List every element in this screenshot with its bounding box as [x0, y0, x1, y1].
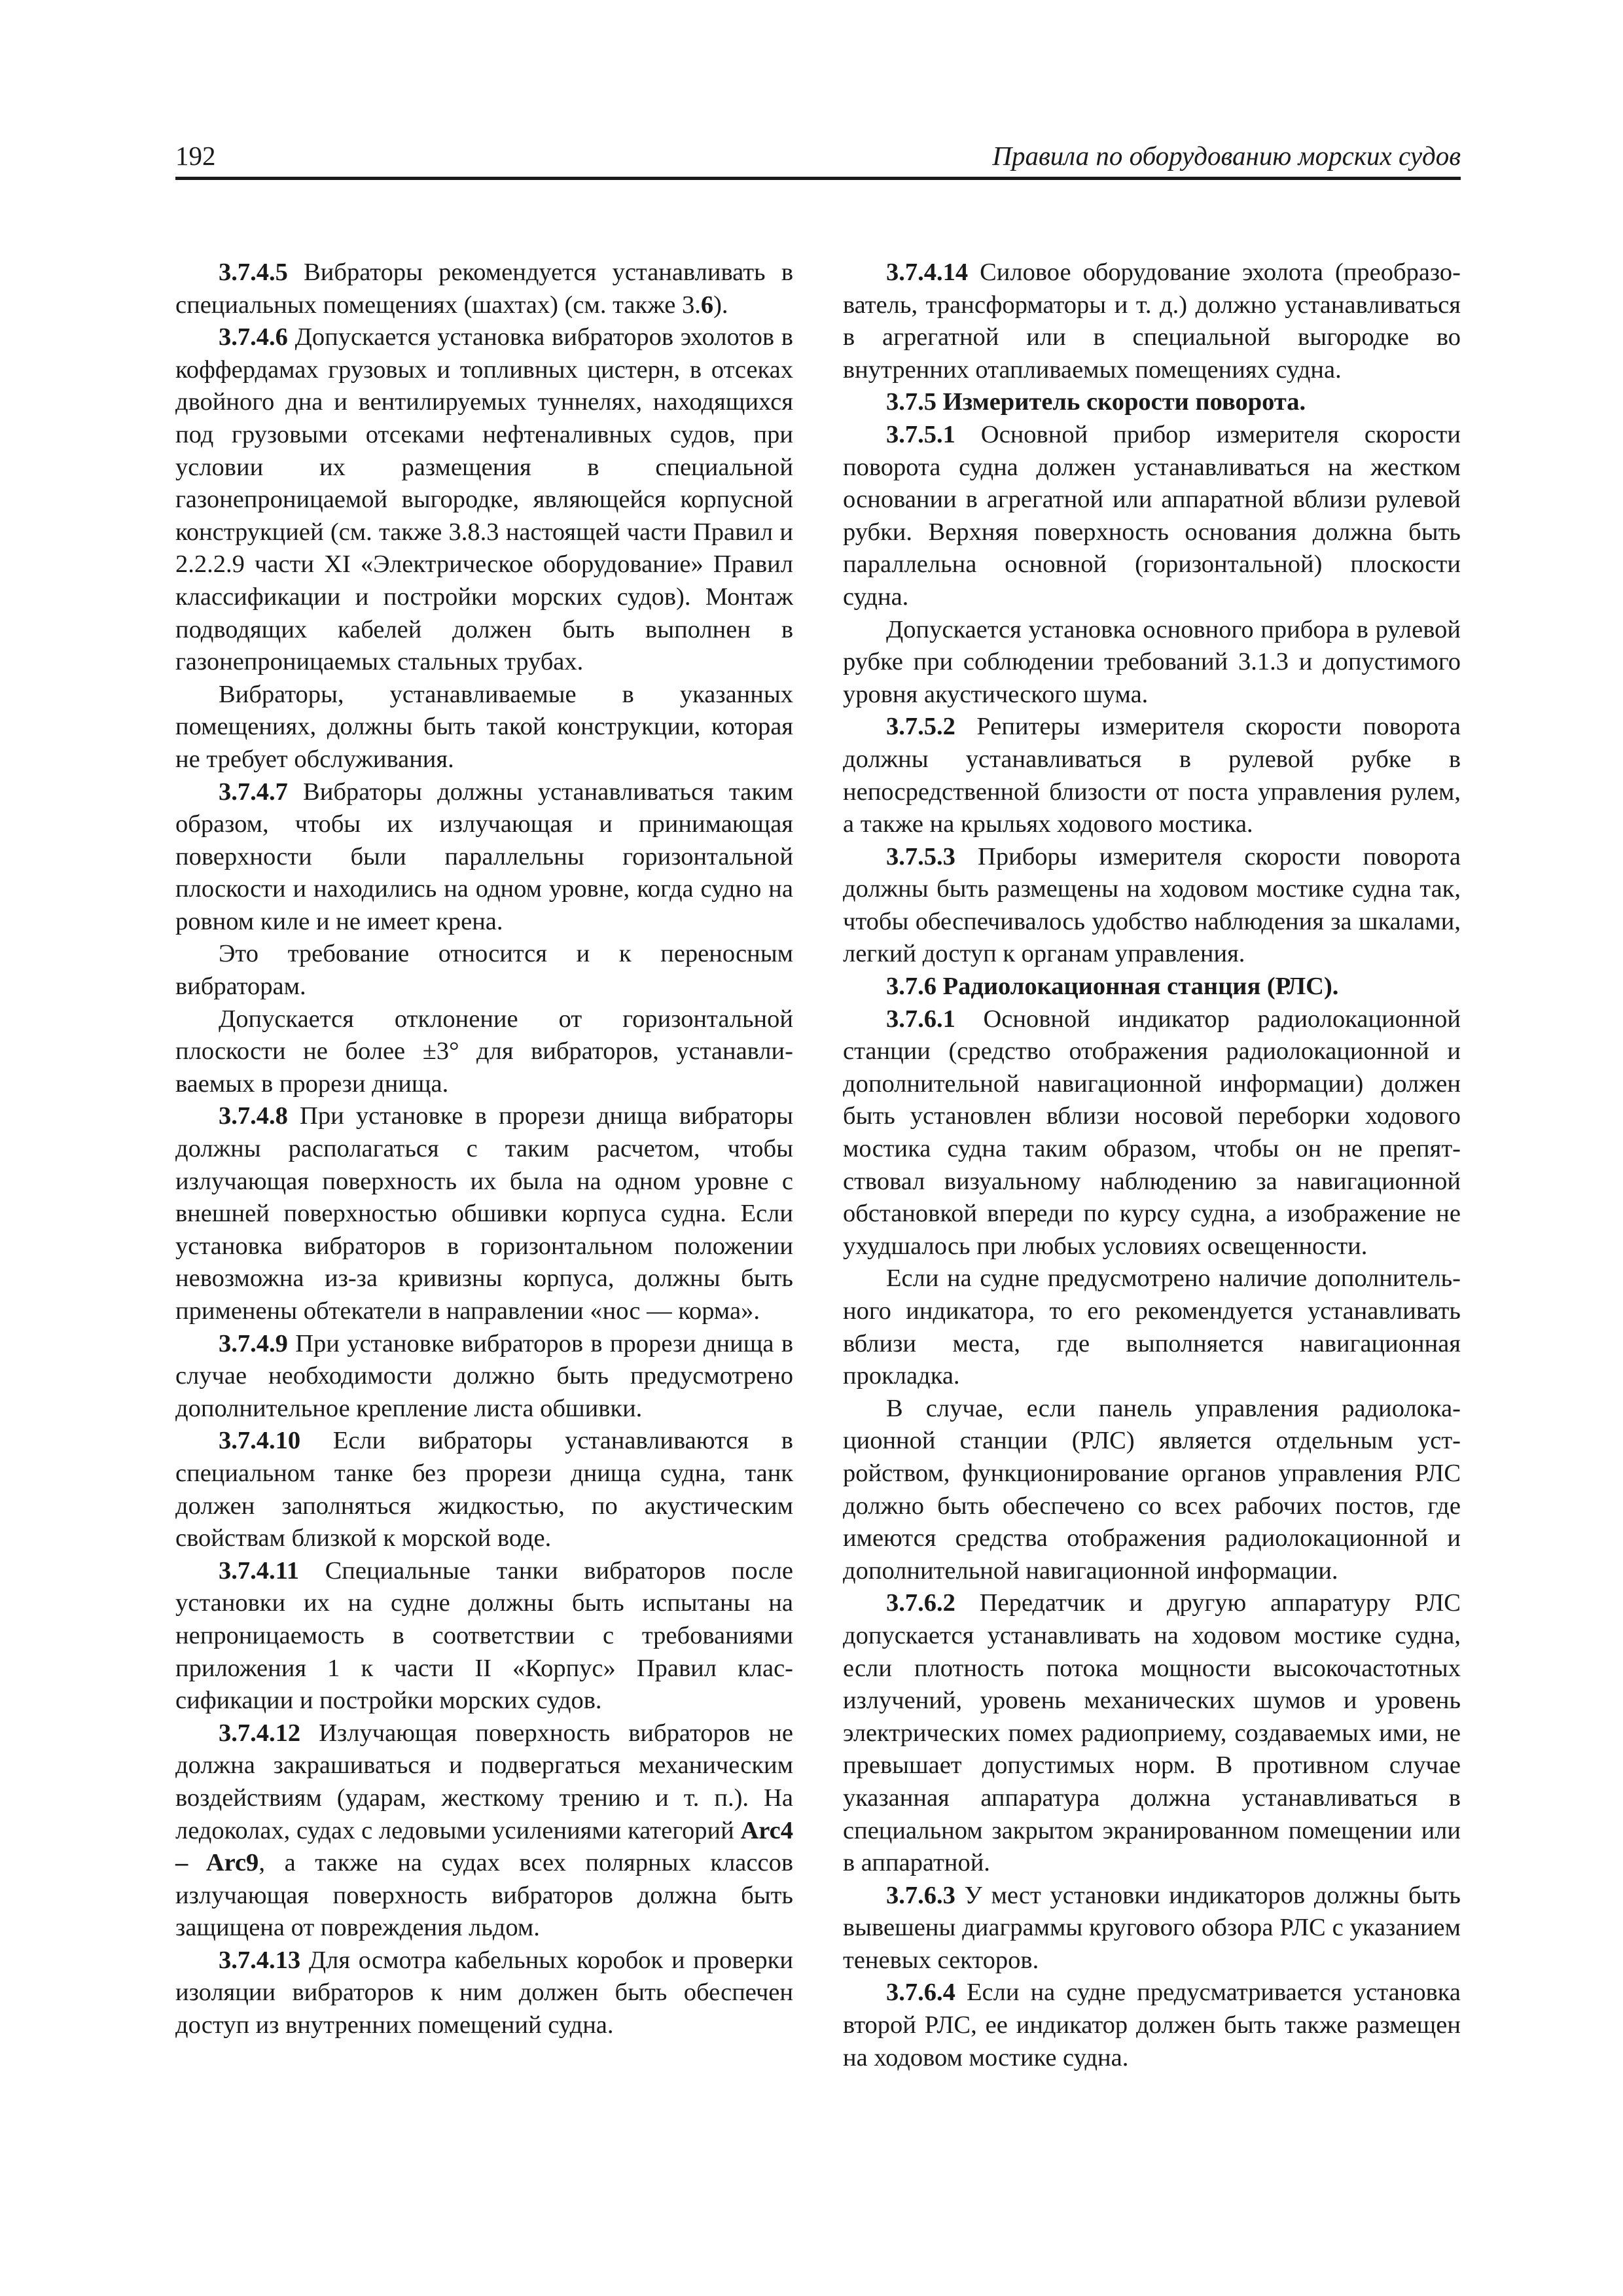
clause-number: 3.7.4.13 [219, 1946, 301, 1974]
paragraph [843, 614, 1461, 711]
paragraph-text: , а также на судах всех полярных классов излучающая поверхность вибраторов должна быть защищена от повреждения льдом. [175, 1849, 793, 1942]
paragraph-text: Излучающая поверхность вибраторов не должна закрашиваться и подвергаться механическим воздействиям (ударам, жесткому трению и т. п.). На ледоколах, судах с ледовыми усилениями категорий [175, 1719, 793, 1844]
clause-number: 3.7.6.1 [886, 1005, 955, 1033]
paragraph-text: Основной индикатор радиолокационной станции (средство отображения радиолокационной и дополнительной навигационной информации) должен быть установлен вблизи носовой переборки ходового мостика судна таким образом, чтобы он не препятствовал визуальному наблюдению за навигационной обстановкой впереди по курсу судна, а изображение не ухудшалось при любых условиях освещенности. [843, 1005, 1461, 1260]
paragraph-text: Основной прибор измерителя скорости поворота судна должен устанавливаться на жестком основании в агрегатной или аппаратной вблизи рулевой рубки. Верхняя поверхность основания должна быть параллельна основной (горизонтальной) плоскости судна. [843, 420, 1461, 611]
paragraph-3-7-5-1 [843, 419, 1461, 614]
paragraph-3-7-4-6 [175, 321, 793, 679]
paragraph-text: Допускается установка основного прибора в рулевой рубке при соблюдении требований 3.1.3 и допустимого уровня акустического шума. [843, 615, 1461, 708]
cross-reference: 6 [700, 291, 714, 319]
paragraph [843, 1263, 1461, 1392]
paragraph-text: Передатчик и другую аппаратуру РЛС допускается устанавливать на ходовом мостике судна, если плотность потока мощности высокочастотных излучений, уровень механических шумов и уровень электрических помех радиоприему, создаваемых ими, не превышает допустимых норм. В противном случае указанная аппаратура должна устанавливаться в специальном закрытом экранированном помещении или в аппаратной. [843, 1589, 1461, 1877]
paragraph [175, 1003, 793, 1101]
paragraph-3-7-4-13 [175, 1945, 793, 2042]
paragraph-3-7-6-2 [843, 1587, 1461, 1879]
paragraph-text: Допускается установка вибраторов эхолотов в коффердамах грузовых и топливных цистерн, в отсеках двойного дна и вентилируемых туннелях, находящихся под грузовыми отсеками нефтеналивных судов, при условии их размещения в специальной газонепроницаемой выгородке, являющейся корпусной конструкцией (см. также 3.8.3 настоящей части Правил и 2.2.2.9 части XI «Электрическое оборудование» Правил классификации и постройки морских судов). Монтаж подводящих кабелей должен быть выполнен в газонепроницаемых стальных трубах. [175, 323, 793, 676]
clause-number: 3.7.5.2 [886, 713, 955, 741]
paragraph-3-7-4-8 [175, 1100, 793, 1327]
paragraph-3-7-4-10 [175, 1425, 793, 1554]
paragraph-3-7-5-3 [843, 841, 1461, 971]
paragraph-text: Если на судне предусматривается установка второй РЛС, ее индикатор должен быть также размещен на ходовом мостике судна. [843, 1979, 1461, 2072]
paragraph-text: При установке в прорези днища вибраторы должны располагаться с таким расчетом, чтобы излучающая поверхность их была на одном уровне с внешней поверхностью обшивки корпуса судна. Если установка вибраторов в горизонтальном положении невозможна из-за кривизны корпуса, должны быть применены обтекатели в направлении «нос — корма». [175, 1102, 793, 1325]
paragraph-text: Силовое оборудование эхолота (преобразователь, трансформаторы и т. д.) должно устанавливаться в агрегатной или в специальной выгородке во внутренних отапливаемых помещениях судна. [843, 259, 1461, 384]
paragraph-text: Специальные танки вибраторов после установки их на судне должны быть испытаны на непроницаемость в соответствии с требованиями приложения 1 к части II «Корпус» Правил классификации и постройки морских судов. [175, 1556, 793, 1715]
paragraph-3-7-6-4 [843, 1977, 1461, 2074]
paragraph-text: При установке вибраторов в прорези днища в случае необходимости должно быть предусмотрено дополнительное крепление листа обшивки. [175, 1329, 793, 1422]
section-heading-3-7-6: 3.7.6 Радиолокационная станция (РЛС). [886, 973, 1339, 1001]
paragraph-text: ). [713, 291, 728, 319]
clause-number: 3.7.4.7 [219, 778, 288, 806]
clause-number: 3.7.4.10 [219, 1427, 301, 1455]
paragraph-3-7-6-1 [843, 1003, 1461, 1263]
section-heading-3-7-5: 3.7.5 Измеритель скорости поворота. [886, 388, 1306, 416]
clause-number: 3.7.5.3 [886, 842, 955, 870]
paragraph [175, 938, 793, 1003]
running-title: Правила по оборудованию морских судов [992, 141, 1461, 171]
paragraph-text: Если вибраторы устанавливаются в специальном танке без прорези днища судна, танк должен заполняться жидкостью, по акустическим свойствам близкой к морской воде. [175, 1427, 793, 1552]
paragraph-text: У мест установки индикаторов должны быть вывешены диаграммы кругового обзора РЛС с указанием теневых секторов. [843, 1881, 1461, 1974]
paragraph-text: Вибраторы, устанавливаемые в указанных помещениях, должны быть такой конструкции, которая не требует обслуживания. [175, 680, 793, 773]
clause-number: 3.7.4.6 [219, 323, 288, 351]
paragraph-text: Вибраторы должны устанавливаться таким образом, чтобы их излучающая и принимающая поверхности были параллельны горизонтальной плоскости и находились на одном уровне, когда судно на ровном киле и не имеет крена. [175, 778, 793, 935]
page-header [175, 135, 1461, 181]
paragraph [843, 1393, 1461, 1588]
paragraph-text: Это требование относится и к переносным вибраторам. [175, 940, 793, 1001]
clause-number: 3.7.6.2 [886, 1589, 955, 1617]
clause-number: 3.7.4.9 [219, 1329, 288, 1357]
paragraph-3-7-4-7 [175, 776, 793, 939]
paragraph-3-7-4-9 [175, 1328, 793, 1426]
clause-number: 3.7.4.12 [219, 1719, 301, 1747]
clause-number: 3.7.4.11 [219, 1556, 300, 1585]
paragraph-3-7-4-11 [175, 1555, 793, 1717]
paragraph-text: Вибраторы рекомендуется устанавливать в специальных помещениях (шахтах) (см. также 3. [175, 259, 793, 319]
paragraph-3-7-5-2 [843, 711, 1461, 840]
paragraph-text: Если на судне предусмотрено наличие дополнительного индикатора, то его рекомендуется устанавливать вблизи места, где выполняется навигационная прокладка. [843, 1265, 1461, 1390]
paragraph-3-7-6-3 [843, 1880, 1461, 1977]
clause-number: 3.7.6.3 [886, 1881, 955, 1909]
paragraph-3-7-4-5 [175, 257, 793, 321]
paragraph [175, 679, 793, 776]
paragraph-text: Приборы измерителя скорости поворота должны быть размещены на ходовом мостике судна так, чтобы обеспечивалось удобство наблюдения за шкалами, легкий доступ к органам управления. [843, 842, 1461, 968]
clause-number: 3.7.4.8 [219, 1102, 288, 1130]
clause-number: 3.7.4.5 [219, 259, 288, 286]
paragraph-text: Репитеры измерителя скорости поворота должны устанавливаться в рулевой рубке в непосредственной близости от поста управления рулем, а также на крыльях ходового мостика. [843, 713, 1461, 838]
header-rule [175, 177, 1461, 180]
ice-class-range: Arc4 – Arc9 [175, 1816, 793, 1877]
paragraph-text: В случае, если панель управления радиолокационной станции (РЛС) является отдельным устройством, функционирование органов управления РЛС должно быть обеспечено со всех рабочих постов, где имеются средства отображения радиолокационной и дополнительной навигационной информации. [843, 1394, 1461, 1585]
paragraph-text: Допускается отклонение от горизонтальной плоскости не более ±3° для вибраторов, устанавливаемых в прорези днища. [175, 1005, 793, 1098]
clause-number: 3.7.6.4 [886, 1979, 955, 2007]
right-column [843, 257, 1461, 2074]
clause-number: 3.7.4.14 [886, 259, 969, 286]
left-column [175, 257, 793, 2042]
page-number: 192 [175, 141, 216, 171]
paragraph-3-7-4-14 [843, 257, 1461, 386]
clause-number: 3.7.5.1 [886, 420, 955, 448]
paragraph-text: Для осмотра кабельных коробок и проверки изоляции вибраторов к ним должен быть обеспечен доступ из внутренних помещений судна. [175, 1946, 793, 2039]
paragraph-3-7-4-12 [175, 1717, 793, 1945]
